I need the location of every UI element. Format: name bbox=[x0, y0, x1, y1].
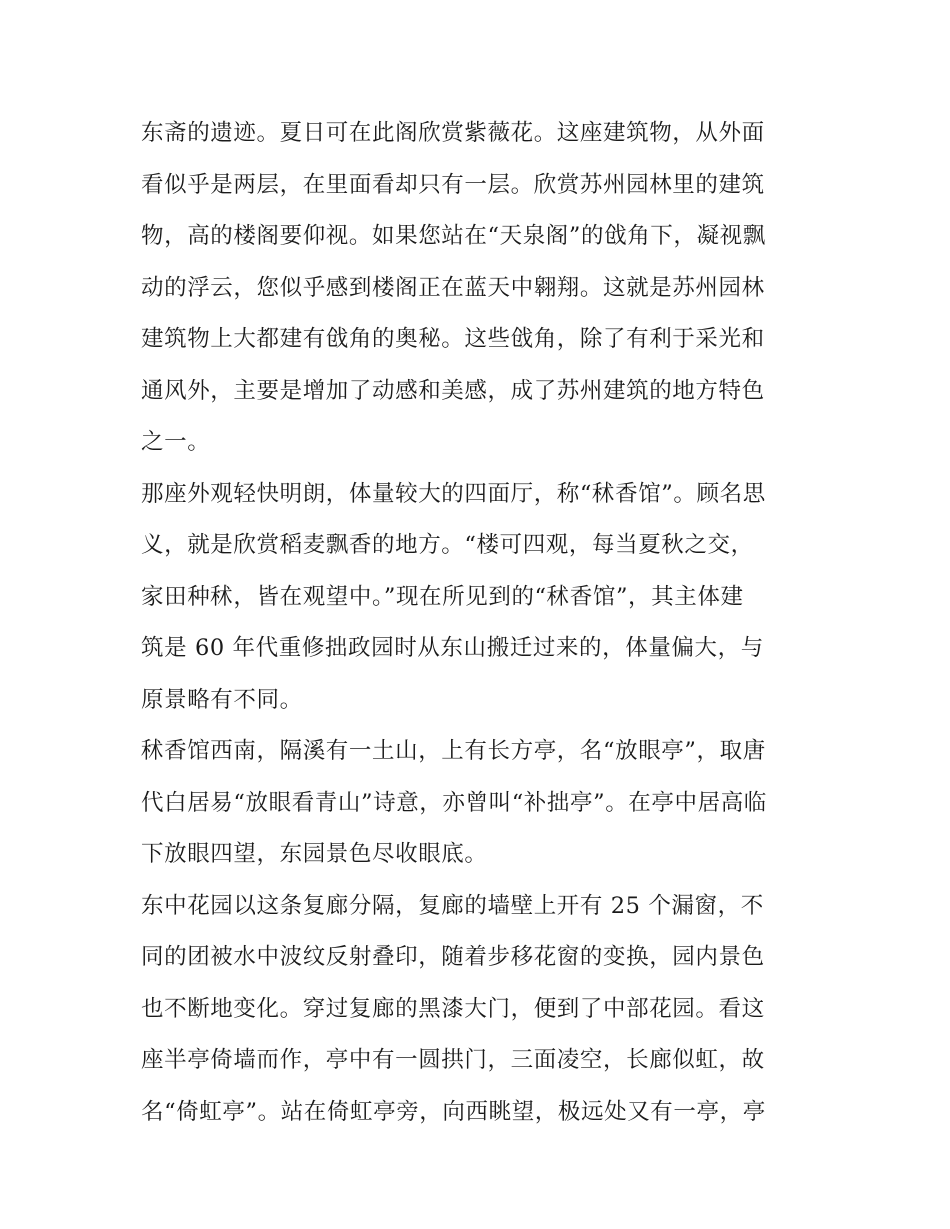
text-line: 之一。 bbox=[141, 429, 211, 455]
body-text bbox=[141, 108, 813, 1138]
text-line: 通风外，主要是增加了动感和美感，成了苏州建筑的地方特色 bbox=[141, 377, 765, 404]
text-line: 那座外观轻快明朗，体量较大的四面厅，称“秫香馆”。顾名思 bbox=[141, 480, 766, 507]
text-line: 物，高的楼阁要仰视。如果您站在“天泉阁”的戗角下，凝视飘 bbox=[141, 223, 766, 249]
text-line: 东中花园以这条复廊分隔，复廊的墙壁上开有 25 个漏窗，不 bbox=[141, 892, 764, 919]
text-line: 下放眼四望，东园景色尽收眼底。 bbox=[141, 841, 488, 867]
text-line: 动的浮云，您似乎感到楼阁正在蓝天中翱翔。这就是苏州园林 bbox=[141, 274, 765, 301]
text-line: 同的团被水中波纹反射叠印，随着步移花窗的变换，园内景色 bbox=[141, 944, 765, 970]
text-line: 座半亭倚墙而作，亭中有一圆拱门，三面凌空，长廊似虹，故 bbox=[141, 1047, 765, 1073]
text-line: 建筑物上大都建有戗角的奥秘。这些戗角，除了有利于采光和 bbox=[141, 326, 765, 352]
text-line: 义，就是欣赏稻麦飘香的地方。“楼可四观，每当夏秋之交， bbox=[141, 532, 754, 558]
text-line: 原景略有不同。 bbox=[141, 686, 303, 713]
text-line: 秫香馆西南，隔溪有一土山，上有长方亭，名“放眼亭”，取唐 bbox=[141, 738, 766, 764]
text-line: 筑是 60 年代重修拙政园时从东山搬迁过来的，体量偏大，与 bbox=[141, 635, 764, 661]
text-line: 也不断地变化。穿过复廊的黑漆大门，便到了中部花园。看这 bbox=[141, 995, 765, 1022]
text-line: 看似乎是两层，在里面看却只有一层。欣赏苏州园林里的建筑 bbox=[141, 171, 765, 198]
text-line: 东斋的遗迹。夏日可在此阁欣赏紫薇花。这座建筑物，从外面 bbox=[141, 120, 765, 146]
text-line: 名“倚虹亭”。站在倚虹亭旁，向西眺望，极远处又有一亭，亭 bbox=[141, 1098, 766, 1125]
text-line: 代白居易“放眼看青山”诗意，亦曾叫“补拙亭”。在亭中居高临 bbox=[141, 789, 767, 816]
text-line: 家田种秫，皆在观望中。”现在所见到的“秫香馆”，其主体建 bbox=[141, 583, 744, 610]
